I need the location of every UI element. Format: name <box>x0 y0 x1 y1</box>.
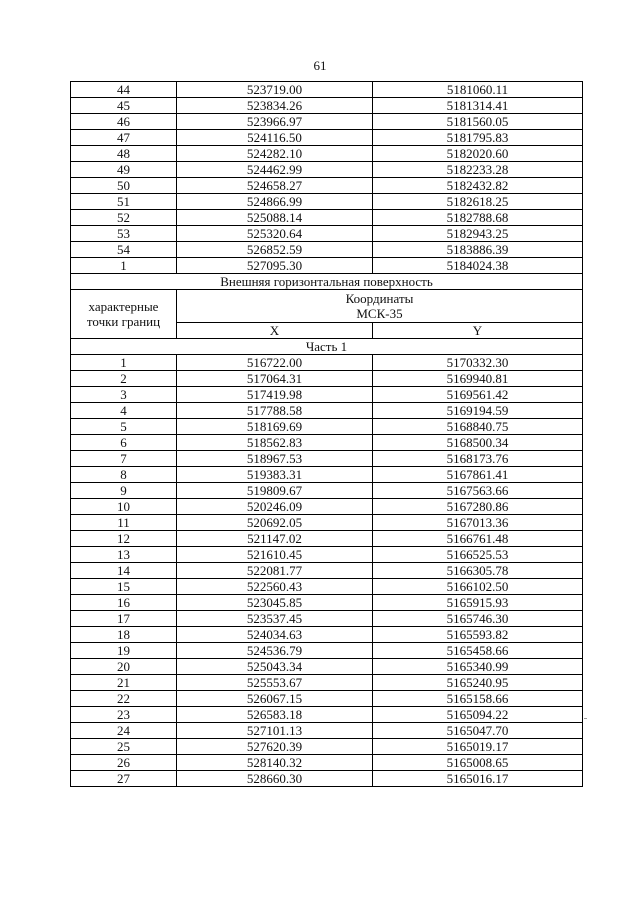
coordinates-header <box>177 290 583 323</box>
table-row <box>71 755 583 771</box>
x-coordinate: 525043.34 <box>177 659 373 675</box>
y-coordinate: 5170332.30 <box>373 355 583 371</box>
x-coordinate: 524536.79 <box>177 643 373 659</box>
table-row <box>71 226 583 242</box>
x-coordinate: 520246.09 <box>177 499 373 515</box>
points-label-line2: точки границ <box>86 314 161 329</box>
point-number: 47 <box>71 130 177 146</box>
point-number: 46 <box>71 114 177 130</box>
y-coordinate: 5165094.22 <box>373 707 583 723</box>
x-column-header: X <box>177 323 373 339</box>
table-row <box>71 675 583 691</box>
x-coordinate: 528140.32 <box>177 755 373 771</box>
point-number: 4 <box>71 403 177 419</box>
table-row <box>71 643 583 659</box>
page-number: 61 <box>313 58 327 73</box>
x-coordinate: 524116.50 <box>177 130 373 146</box>
x-coordinate: 528660.30 <box>177 771 373 787</box>
x-coordinate: 523966.97 <box>177 114 373 130</box>
point-number: 49 <box>71 162 177 178</box>
y-column-header: Y <box>373 323 583 339</box>
x-coordinate: 526067.15 <box>177 691 373 707</box>
table-row <box>71 387 583 403</box>
y-coordinate: 5181560.05 <box>373 114 583 130</box>
table-row <box>71 691 583 707</box>
x-coordinate: 518967.53 <box>177 451 373 467</box>
table-row <box>71 563 583 579</box>
point-number: 54 <box>71 242 177 258</box>
point-number: 27 <box>71 771 177 787</box>
y-coordinate: 5182020.60 <box>373 146 583 162</box>
table-row <box>71 242 583 258</box>
surface-title: Внешняя горизонтальная поверхность <box>71 274 583 290</box>
x-coordinate: 524282.10 <box>177 146 373 162</box>
point-number: 17 <box>71 611 177 627</box>
y-coordinate: 5165158.66 <box>373 691 583 707</box>
point-number: 22 <box>71 691 177 707</box>
x-coordinate: 523045.85 <box>177 595 373 611</box>
y-coordinate: 5182788.68 <box>373 210 583 226</box>
x-coordinate: 516722.00 <box>177 355 373 371</box>
x-coordinate: 517064.31 <box>177 371 373 387</box>
table-row <box>71 627 583 643</box>
x-coordinate: 521147.02 <box>177 531 373 547</box>
point-number: 19 <box>71 643 177 659</box>
table-row <box>71 130 583 146</box>
x-coordinate: 524658.27 <box>177 178 373 194</box>
point-number: 8 <box>71 467 177 483</box>
x-coordinate: 526852.59 <box>177 242 373 258</box>
y-coordinate: 5165458.66 <box>373 643 583 659</box>
point-number: 24 <box>71 723 177 739</box>
table-row <box>71 515 583 531</box>
x-coordinate: 524866.99 <box>177 194 373 210</box>
point-number: 11 <box>71 515 177 531</box>
table-row <box>71 595 583 611</box>
y-coordinate: 5168173.76 <box>373 451 583 467</box>
point-number: 18 <box>71 627 177 643</box>
y-coordinate: 5184024.38 <box>373 258 583 274</box>
y-coordinate: 5169940.81 <box>373 371 583 387</box>
y-coordinate: 5165915.93 <box>373 595 583 611</box>
table-row <box>71 467 583 483</box>
table-row <box>71 162 583 178</box>
table-row <box>71 82 583 98</box>
y-coordinate: 5166102.50 <box>373 579 583 595</box>
table-row <box>71 210 583 226</box>
point-number: 50 <box>71 178 177 194</box>
table-row <box>71 547 583 563</box>
point-number: 1 <box>71 258 177 274</box>
point-number: 21 <box>71 675 177 691</box>
point-number: 16 <box>71 595 177 611</box>
x-coordinate: 518562.83 <box>177 435 373 451</box>
x-coordinate: 521610.45 <box>177 547 373 563</box>
table-row <box>71 371 583 387</box>
table-row <box>71 194 583 210</box>
y-coordinate: 5183886.39 <box>373 242 583 258</box>
y-coordinate: 5181314.41 <box>373 98 583 114</box>
x-coordinate: 527101.13 <box>177 723 373 739</box>
y-coordinate: 5166305.78 <box>373 563 583 579</box>
x-coordinate: 527095.30 <box>177 258 373 274</box>
point-number: 5 <box>71 419 177 435</box>
x-coordinate: 518169.69 <box>177 419 373 435</box>
y-coordinate: 5182943.25 <box>373 226 583 242</box>
y-coordinate: 5181795.83 <box>373 130 583 146</box>
coordinates-label-line2: МСК-35 <box>356 306 403 321</box>
table-row <box>71 98 583 114</box>
table-row <box>71 531 583 547</box>
y-coordinate: 5167861.41 <box>373 467 583 483</box>
x-coordinate: 525553.67 <box>177 675 373 691</box>
y-coordinate: 5181060.11 <box>373 82 583 98</box>
point-number: 9 <box>71 483 177 499</box>
y-coordinate: 5165746.30 <box>373 611 583 627</box>
points-label-line1: характерные <box>88 299 159 314</box>
table-row <box>71 499 583 515</box>
y-coordinate: 5182233.28 <box>373 162 583 178</box>
point-number: 10 <box>71 499 177 515</box>
point-number: 26 <box>71 755 177 771</box>
table-row <box>71 659 583 675</box>
y-coordinate: 5166761.48 <box>373 531 583 547</box>
point-number: 52 <box>71 210 177 226</box>
point-number: 48 <box>71 146 177 162</box>
point-number: 23 <box>71 707 177 723</box>
table-row <box>71 483 583 499</box>
point-number: 6 <box>71 435 177 451</box>
x-coordinate: 517788.58 <box>177 403 373 419</box>
x-coordinate: 523537.45 <box>177 611 373 627</box>
x-coordinate: 520692.05 <box>177 515 373 531</box>
y-coordinate: 5169194.59 <box>373 403 583 419</box>
table-row <box>71 771 583 787</box>
point-number: 14 <box>71 563 177 579</box>
y-coordinate: 5167563.66 <box>373 483 583 499</box>
x-coordinate: 522560.43 <box>177 579 373 595</box>
y-coordinate: 5165240.95 <box>373 675 583 691</box>
y-coordinate: 5167013.36 <box>373 515 583 531</box>
y-coordinate: 5165016.17 <box>373 771 583 787</box>
table-row <box>71 579 583 595</box>
x-coordinate: 519383.31 <box>177 467 373 483</box>
surface-header <box>71 274 583 355</box>
x-coordinate: 525320.64 <box>177 226 373 242</box>
x-coordinate: 523834.26 <box>177 98 373 114</box>
table-row <box>71 258 583 274</box>
point-number: 3 <box>71 387 177 403</box>
table-row <box>71 355 583 371</box>
point-number: 25 <box>71 739 177 755</box>
y-coordinate: 5182618.25 <box>373 194 583 210</box>
x-coordinate: 526583.18 <box>177 707 373 723</box>
x-coordinate: 522081.77 <box>177 563 373 579</box>
point-number: 1 <box>71 355 177 371</box>
y-coordinate: 5165019.17 <box>373 739 583 755</box>
x-coordinate: 525088.14 <box>177 210 373 226</box>
y-coordinate: 5165047.70 <box>373 723 583 739</box>
coordinates-rows-part1 <box>71 355 583 787</box>
coordinates-rows-top <box>71 82 583 274</box>
table-row <box>71 435 583 451</box>
point-number: 20 <box>71 659 177 675</box>
y-coordinate: 5168500.34 <box>373 435 583 451</box>
table-row <box>71 419 583 435</box>
table-row <box>71 739 583 755</box>
point-number: 12 <box>71 531 177 547</box>
y-coordinate: 5165593.82 <box>373 627 583 643</box>
scan-mark <box>584 718 587 719</box>
table-row <box>71 723 583 739</box>
point-number: 53 <box>71 226 177 242</box>
point-number: 2 <box>71 371 177 387</box>
coordinates-table-container <box>70 81 582 787</box>
table-row <box>71 451 583 467</box>
x-coordinate: 523719.00 <box>177 82 373 98</box>
x-coordinate: 524034.63 <box>177 627 373 643</box>
x-coordinate: 517419.98 <box>177 387 373 403</box>
x-coordinate: 527620.39 <box>177 739 373 755</box>
y-coordinate: 5166525.53 <box>373 547 583 563</box>
x-coordinate: 524462.99 <box>177 162 373 178</box>
point-number: 15 <box>71 579 177 595</box>
table-row <box>71 403 583 419</box>
table-row <box>71 178 583 194</box>
point-number: 51 <box>71 194 177 210</box>
y-coordinate: 5165340.99 <box>373 659 583 675</box>
table-row <box>71 611 583 627</box>
y-coordinate: 5167280.86 <box>373 499 583 515</box>
y-coordinate: 5168840.75 <box>373 419 583 435</box>
table-row <box>71 114 583 130</box>
x-coordinate: 519809.67 <box>177 483 373 499</box>
table-row <box>71 707 583 723</box>
point-number: 44 <box>71 82 177 98</box>
point-number: 13 <box>71 547 177 563</box>
coordinates-label-line1: Координаты <box>345 291 414 306</box>
point-number: 7 <box>71 451 177 467</box>
coordinates-table <box>70 81 583 787</box>
part-title: Часть 1 <box>71 339 583 355</box>
y-coordinate: 5165008.65 <box>373 755 583 771</box>
table-row <box>71 146 583 162</box>
point-number: 45 <box>71 98 177 114</box>
points-column-header <box>71 290 177 339</box>
y-coordinate: 5182432.82 <box>373 178 583 194</box>
y-coordinate: 5169561.42 <box>373 387 583 403</box>
